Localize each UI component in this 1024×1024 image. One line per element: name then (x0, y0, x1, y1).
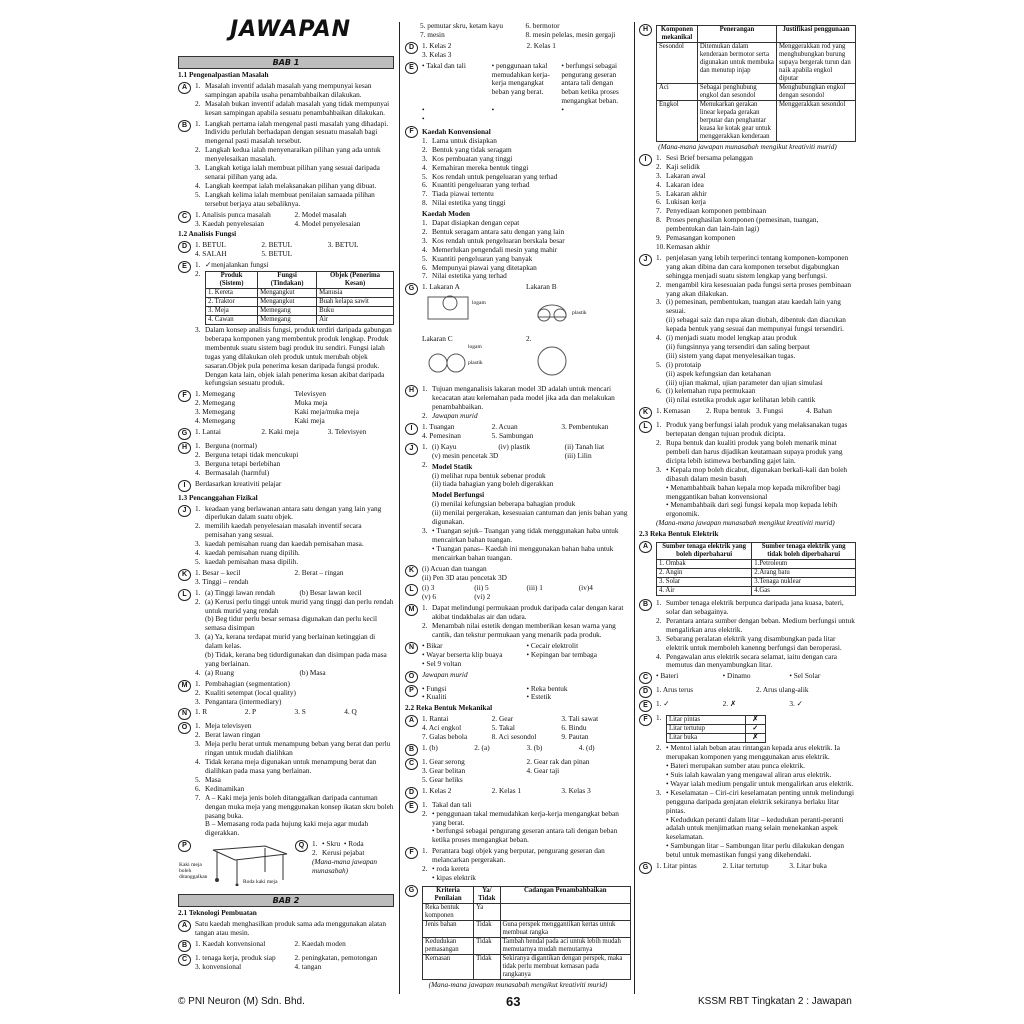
footer-book-title: KSSM RBT Tingkatan 2 : Jawapan (698, 996, 852, 1007)
question-E: E 1. ✓menjalankan fungsi 2. Produk (Sistem) Fungsi (Tindakan) Objek (Penerima Kesan) 1. Kereta Mengangkut Manusia 2. Traktor Mengangkut Buah kelapa sawit 3. Meja Memegang Buku 4. Cawan Memegang Air 3. Dalam konsep analisis fungsi, produk terdiri daripada gabungan beberapa komponen yang membentuk produk lengkap. Produk membentuk suatu sistem bagi produk itu sendiri. Fungsi ialah tugas yang dilakukan oleh produk untuk merubah objek sasaran.Objek pula penerima kesan daripada fungsi produk. Dengan kata lain, objek ialah penerima kesan akibat daripada kefungsian sesuatu produk. (178, 261, 394, 388)
question-F: F 1. Memegang Televisyen 2. Memegang Muka meja 3. Memegang Kaki meja/muka meja 4. Memegang Kaki meja (178, 390, 394, 426)
question-D-elec: D 1. Arus terus 2. Arus ulang-alik (639, 686, 856, 698)
question-G: G 1. Lakaran A Lakaran B logam plastik Lakaran C 2. logam plastik (405, 283, 631, 383)
question-G-elec: G 1. Litar pintas 2. Litar tertutup 3. Litar buka (639, 862, 856, 874)
question-B2: B 1. Kaedah konvensional 2. Kaedah moden (178, 940, 394, 952)
question-D: D 1. Kelas 2 2. Kelas 1 3. Kelas 3 (405, 42, 631, 60)
energy-source-table: Sumber tenaga elektrik yang boleh diperbaharui Sumber tenaga elektrik yang tidak boleh diperbaharui 1. Ombak 1.Petroleum 2. Angin 2.Arang batu 3. Solar 3.Tenaga nuklear 4. Air 4.Gas (656, 542, 856, 596)
question-B-elec: B 1. Sumber tenaga elektrik berpunca daripada jana kuasa, bateri, solar dan sebagainya. 2. Perantara antara sumber dengan beban. Medium berfungsi untuk mengalirkan arus elektrik. 3. Sebarang peralatan elektrik yang disambungkan pada litar elektrik untuk memboleh kanenng berfungsi dan beroperasi. 4. Pengawalan arus elektrik secara selamat, iaitu dengan cara memutus dan menyambungkan litar. (639, 599, 856, 670)
column-1 (178, 17, 394, 972)
column-3: H Komponen mekanikal Penerangan Justifikasi penggunaan Sesondol Ditemukan dalam kenderaan bermotor serta digunakan untuk membuka dan menutup injap Menggerakkan rod yang menghubungkan burung supaya bergerak turun dan naik apabila engkol diputar Aci Sebagai penghubung engkol dan sesondol Menghubungkan engkol dengan sesondol Engkol Menukarkan gerakan linear kepada gerakan berputar dan penghantar kuasa ke kotak gear untuk menggerakkan kenderaan Menggerakkan sesondol (Mana-mana jawapan munasabah mengikut kreativiti murid) I 1. Sesi Brief bersama pelanggan 2. Kaji selidik 3. Lakaran awal 4. Lakaran idea 5. Lakaran akhir 6. Lukisan kerja 7. Penyediaan komponen pembinaan 8. Proses penghasilan komponen (pemesinan, tuangan, pembentukan dan lain-lain lagi) 9. Pemasangan komponen 10. Kemasan akhir J 1. penjelasan yang lebih terperinci tentang komponen-komponen yang akan dibina dan cara komponen tersebut digabungkan sehingga menjadi suatu sistem lengkap yang berfungsi. 2. mengambil kira kesesuaian pada fungsi serta proses pembinaan yang akan dilakukan. 3. (i) pemesinan, pembentukan, tuangan atau kaedah lain yang sesuai. (ii) sebagai saiz dan rupa akan diubah, dibentuk dan diacukan kepada bentuk yang sesuai dan mempunyai fungsi tersendiri. 4. (i) menjadi suatu model lengkap atau produk (ii) fungsinnya yang tersendiri dan saling berpaut (iii) sistem yang dapat menyelesaikan tugas. 5. (i) prototaip (ii) aspek kefungsian dan ketahanan (iii) ujian makmal, ujian parameter dan ujian simulasi 6. (i) kelemahan rupa permukaan (ii) nilai estetika produk agar kelihatan lebih cantik K 1. Kemasan 2. Rupa bentuk 3. Fungsi 4. Bahan L 1. Produk yang berfungsi ialah produk yang melaksanakan tugas bertepatan dengan tujuan produk dicipta. 2. Rupa bentuk dan kualiti produk yang boleh menarik minat pembeli dan harus dijadikan keutamaan supaya produk yang dicipta lebih istimewa berbanding gajet lain. 3. • Kepala mop boleh dicabut, digunakan berkali-kali dan boleh dibasuh dalam mesin basuh • Menambahbaik bahan kepala mop kepada mikrofiber bagi menggantikan bahan konvensional • Menambahbaik dari segi fungsi kepala mop kepada lebih ergonomik. (Mana-mana jawapan munasabah mengikut kreativiti murid) 2.3 Reka Bentuk Elektrik A Sumber tenaga elektrik yang boleh diperbaharui Sumber tenaga elektrik yang tidak boleh diperbaharui 1. Ombak 1.Petroleum 2. Angin 2.Arang batu 3. Solar 3.Tenaga nuklear 4. Air 4.Gas B 1. Sumber tenaga elektrik berpunca daripada jana kuasa, bateri, solar dan sebagainya. 2. Perantara antara sumber dengan beban. Medium berfungsi untuk mengalirkan arus elektrik. 3. Sebarang peralatan elektrik yang disambungkan pada litar elektrik untuk memboleh kanenng berfungsi dan beroperasi. 4. Pengawalan arus elektrik secara selamat, iaitu dengan cara memutus dan menyambungkan litar. C • Bateri • Dinamo • Sel Solar D 1. Arus terus 2. Arus ulang-alik E 1. ✓ 2. ✗ 3. ✓ F 1. Litar pintas ✗ Litar tertutup ✓ Litar buka ✗ 2. • Mentol ialah beban atau rintangan kepada arus elektrik. Ia merupakan komponen yang menggunakan arus elektrik. • Bateri merupakan sumber atau punca elektrik. • Suis ialah kawalan yang mengawal aliran arus elektrik. • Wayar ialah medium pengalir untuk mengalirkan arus elektrik. 3. • Keselamatan – Ciri-ciri keselamatan penting untuk melindungi pengguna daripada genjatan elektrik sekiranya berlaku litar pintas. • Kedudukan peranti dalam litar – kedudukan peranti-peranti adalah untuk menjimatkan ruang selain menekankan aspek keselamatan. • Sambungan litar – Sambungan litar perlu dilakukan dengan betul untuk memastikan fungsi yang dikehendaki. G 1. Litar pintas 2. Litar tertutup 3. Litar buka (639, 22, 856, 874)
question-M: M 1. Pembahagian (segmentation) 2. Kualiti setempat (local quality) 3. Pengantara (intermediary) (178, 680, 394, 707)
question-K: K 1. Besar – kecil 2. Berat – ringan 3. Tinggi – rendah (178, 569, 394, 587)
question-F: F Kaedah Konvensional 1. Lama untuk disiapkan 2. Bentuk yang tidak seragam 3. Kos pembuatan yang tinggi 4. Kemahiran mereka bentuk tinggi 5. Kos rendah untuk pengeluaran yang terhad 6. Kuantiti pengeluaran yang terhad 7. Tiada piawai tertentu 8. Nilai estetika yang tinggi Kaedah Moden 1. Dapat disiapkan dengan cepat 2. Bentuk seragam antara satu dengan yang lain 3. Kos rendah untuk pengeluaran berskala besar 4. Memerlukan pengendali mesin yang mahir 5. Kuantiti pengeluaran yang banyak 6. Mempunyai piawai yang ditetapkan 7. Nilai estetika yang terhad (405, 126, 631, 281)
question-F-mech: F 1. Perantara bagi objek yang berputar, pengurang geseran dan melancarkan pergerakan. 2. • roda kereta • kipas elektrik (405, 847, 631, 883)
footer-publisher: © PNI Neuron (M) Sdn. Bhd. (178, 996, 305, 1007)
column-divider (634, 22, 635, 994)
section-2-1: 2.1 Teknologi Pembuatan (178, 908, 257, 918)
question-B-mech: B 1. (b) 2. (a) 3. (b) 4. (d) (405, 744, 631, 756)
question-J: J 1. (i) Kayu (iv) plastik (ii) Tanah liat (v) mesin pencetak 3D (iii) Lilin 2. Model Statik (i) melihat rupa bentuk sebenar produk (ii) tiada bahagian yang boleh digerakkan Model Berfungsi (i) menilai kefungsian beberapa bahagian produk (ii) menilai pergerakan, kesesuaian cantuman dan jenis bahan yang digunakan. 3. • Tuangan sejuk– Tuangan yang tidak menggunakan haba untuk mencairkan bahan tuangan. • Tuangan panas– Kaedah ini menggunakan bahan haba untuk mencairkan bahan tuangan. (405, 443, 631, 563)
question-E-mech: E 1. Takal dan tali 2. • penggunaan takal memudahkan kerja-kerja mengangkat beban yang berat. • berfungsi sebagai pengurang geseran antara tali dengan beban ketika proses mengangkat beban. (405, 801, 631, 846)
question-J: J 1. keadaan yang berlawanan antara satu dengan yang lain yang diperlukan dalam suatu objek. 2. memilih kaedah penyelesaian masalah inventif secara pemisahan yang sesuai. 3. kaedah pemisahan ruang dan kaedah pemisahan masa. 4. kaedah pemisahan ruang dipilih. 5. kaedah pemisahan masa dipilih. (178, 505, 394, 567)
question-I: I Berdasarkan kreativiti pelajar (178, 480, 394, 492)
question-H: H Komponen mekanikal Penerangan Justifikasi penggunaan Sesondol Ditemukan dalam kenderaan bermotor serta digunakan untuk membuka dan menutup injap Menggerakkan rod yang menghubungkan burung supaya bergerak turun dan naik apabila engkol diputar Aci Sebagai penghubung engkol dan sesondol Menghubungkan engkol dengan sesondol Engkol Menukarkan gerakan linear kepada gerakan berputar dan penghantar kuasa ke kotak gear untuk menggerakkan kenderaan Menggerakkan sesondol (639, 24, 856, 143)
function-table: Produk (Sistem) Fungsi (Tindakan) Objek (Penerima Kesan) 1. Kereta Mengangkut Manusia 2. Traktor Mengangkut Buah kelapa sawit 3. Meja Memegang Buku 4. Cawan Memegang Air (205, 271, 394, 325)
question-O: O 1. Meja televisyen 2. Berat lawan ringan 3. Meja perlu berat untuk menampung beban yang berat dan perlu ringan untuk mudah dialihkan 4. Tidak kerana meja digunakan untuk menampung berat dan dialihkan pada masa yang berlainan. 5. Masa 6. Kedinamikan 7. A – Kaki meja jenis boleh ditanggalkan daripada cantuman dengan muka meja yang menggunakan konsep ikatan skru boleh pasang buka. B – Memasang roda pada hujung kaki meja agar mudah digerakkan. (178, 722, 394, 838)
question-G-mech: G Kriteria Penilaian Ya/ Tidak Cadangan Penambahbaikan Reka bentuk komponen Ya Jenis bahan Tidak Guna perspek menggantikan kertas untuk membuat rangka Kedudukan pemasangan Tidak Tambah hendal pada aci untuk lebih mudah memutarnya mudah memutarnya Kemasan Tidak Sekiranya digantikan dengan perspek, maka tidak perlu membuat kemasan pada rangkanya (405, 885, 631, 981)
question-N: N • Bikar • Cecair elektrolit • Wayar berserta klip buaya • Kepingan bar tembaga • Sel 9 voltan (405, 642, 631, 669)
question-A-elec: A Sumber tenaga elektrik yang boleh diperbaharui Sumber tenaga elektrik yang tidak boleh diperbaharui 1. Ombak 1.Petroleum 2. Angin 2.Arang batu 3. Solar 3.Tenaga nuklear 4. Air 4.Gas (639, 541, 856, 597)
page-number: 63 (506, 994, 521, 1009)
sketch-c-2-icon (426, 345, 626, 381)
evaluation-table: Kriteria Penilaian Ya/ Tidak Cadangan Penambahbaikan Reka bentuk komponen Ya Jenis bahan Tidak Guna perspek menggantikan kertas untuk membuat rangka Kedudukan pemasangan Tidak Tambah hendal pada aci untuk lebih mudah memutarnya mudah memutarnya Kemasan Tidak Sekiranya digantikan dengan perspek, maka tidak perlu membuat kemasan pada rangkanya (422, 886, 631, 980)
column-2: 5. pemutar skru, ketam kayu 6. bermotor 7. mesin 8. mesin pelelas, mesin gergaji D 1. Kelas 2 2. Kelas 1 3. Kelas 3 E • Takal dan tali • penggunaan takal memudahkan kerja-kerja mengangkat beban yang berat. • berfungsi sebagai pengurang geseran antara tali dengan beban ketika proses mengangkat beban. • • • • F Kaedah Konvensional 1. Lama untuk disiapkan 2. Bentuk yang tidak seragam 3. Kos pembuatan yang tinggi 4. Kemahiran mereka bentuk tinggi 5. Kos rendah untuk pengeluaran yang terhad 6. Kuantiti pengeluaran yang terhad 7. Tiada piawai tertentu 8. Nilai estetika yang tinggi Kaedah Moden 1. Dapat disiapkan dengan cepat 2. Bentuk seragam antara satu dengan yang lain 3. Kos rendah untuk pengeluaran berskala besar 4. Memerlukan pengendali mesin yang mahir 5. Kuantiti pengeluaran yang banyak 6. Mempunyai piawai yang ditetapkan 7. Nilai estetika yang terhad G 1. Lakaran A Lakaran B logam plastik Lakaran C 2. logam plastik H 1. Tujuan menganalisis lakaran model 3D adalah untuk mencari kecacatan atau kelemahan pada model jika ada dan melakukan penambahbaikan. 2. Jawapan murid I 1. Tuangan 2. Acuan 3. Pembentukan 4. Pemesinan 5. Sambungan J 1. (i) Kayu (iv) plastik (ii) Tanah liat (v) mesin pencetak 3D (iii) Lilin 2. Model Statik (i) melihat rupa bentuk sebenar produk (ii) tiada bahagian yang boleh digerakkan Model Berfungsi (i) menilai kefungsian beberapa bahagian produk (ii) menilai pergerakan, kesesuaian cantuman dan jenis bahan yang digunakan. 3. • Tuangan sejuk– Tuangan yang tidak menggunakan haba untuk mencairkan bahan tuangan. • Tuangan panas– Kaedah ini menggunakan bahan haba untuk mencairkan bahan tuangan. K (i) Acuan dan tuangan (ii) Pen 3D atau pencetak 3D L (i) 3 (ii) 5 (iii) 1 (iv)4 (v) 6 (vi) 2 M 1. Dapat melindungi permukaan produk daripada calar dengan karat akibat tindakbalas air dan udara. 2. Menambah nilai estetik dengan memberikan kesan warna yang cantik, dan tekstur permukaan yang menarik pada produk. N • Bikar • Cecair elektrolit • Wayar berserta klip buaya • Kepingan bar tembaga • Sel 9 voltan O Jawapan murid P • Fungsi • Reka bentuk • Kualiti • Estetik 2.2 Reka Bentuk Mekanikal A 1. Rantai 2. Gear 3. Tali sawat 4. Aci engkol 5. Takal 6. Bindu 7. Galas bebola 8. Aci sesondol 9. Pautan B 1. (b) 2. (a) 3. (b) 4. (d) C 1. Gear serong 2. Gear rak dan pinan 3. Gear belitan 4. Gear taji 5. Gear heliks D 1. Kelas 2 2. Kelas 1 3. Kelas 3 E 1. Takal dan tali 2. • penggunaan takal memudahkan kerja-kerja mengangkat beban yang berat. • berfungsi sebagai pengurang geseran antara tali dengan beban ketika proses mengangkat beban. F 1. Perantara bagi objek yang berputar, pengurang geseran dan melancarkan pergerakan. 2. • roda kereta • kipas elektrik G Kriteria Penilaian Ya/ Tidak Cadangan Penambahbaikan Reka bentuk komponen Ya Jenis bahan Tidak Guna perspek menggantikan kertas untuk membuat rangka Kedudukan pemasangan Tidak Tambah hendal pada aci untuk lebih mudah memutarnya mudah memutarnya Kemasan Tidak Sekiranya digantikan dengan perspek, maka tidak perlu membuat kemasan pada rangkanya (Mana-mana jawapan munasabah mengikut kreativiti murid) (405, 22, 631, 990)
question-A-mech: A 1. Rantai 2. Gear 3. Tali sawat 4. Aci engkol 5. Takal 6. Bindu 7. Galas bebola 8. Aci sesondol 9. Pautan (405, 715, 631, 742)
column-divider (399, 22, 400, 994)
question-M: M 1. Dapat melindungi permukaan produk daripada calar dengan karat akibat tindakbalas air dan udara. 2. Menambah nilai estetik dengan memberikan kesan warna yang cantik, dan tekstur permukaan yang menarik pada produk. (405, 604, 631, 640)
question-P: P • Fungsi • Reka bentuk • Kualiti • Estetik (405, 685, 631, 703)
question-C2: C 1. tenaga kerja, produk siap 2. peningkatan, pemotongan 3. konvensional 4. tangan (178, 954, 394, 972)
section-2-2: 2.2 Reka Bentuk Mekanikal (405, 703, 493, 713)
question-J: J 1. penjelasan yang lebih terperinci tentang komponen-komponen yang akan dibina dan cara komponen tersebut digabungkan sehingga menjadi suatu sistem lengkap yang berfungsi. 2. mengambil kira kesesuaian pada fungsi serta proses pembinaan yang akan dilakukan. 3. (i) pemesinan, pembentukan, tuangan atau kaedah lain yang sesuai. (ii) sebagai saiz dan rupa akan diubah, dibentuk dan diacukan kepada bentuk yang sesuai dan mempunyai fungsi tersendiri. 4. (i) menjadi suatu model lengkap atau produk (ii) fungsinnya yang tersendiri dan saling berpaut (iii) sistem yang dapat menyelesaikan tugas. 5. (i) prototaip (ii) aspek kefungsian dan ketahanan (iii) ujian makmal, ujian parameter dan ujian simulasi 6. (i) kelemahan rupa permukaan (ii) nilai estetika produk agar kelihatan lebih cantik (639, 254, 856, 405)
question-I: I 1. Sesi Brief bersama pelanggan 2. Kaji selidik 3. Lakaran awal 4. Lakaran idea 5. Lakaran akhir 6. Lukisan kerja 7. Penyediaan komponen pembinaan 8. Proses penghasilan komponen (pemesinan, tuangan, pembentukan dan lain-lain lagi) 9. Pemasangan komponen 10. Kemasan akhir (639, 154, 856, 252)
question-L: L 1. Produk yang berfungsi ialah produk yang melaksanakan tugas bertepatan dengan tujuan produk dicipta. 2. Rupa bentuk dan kualiti produk yang boleh menarik minat pembeli dan harus dijadikan keutamaan supaya produk yang dicipta lebih istimewa berbanding gajet lain. 3. • Kepala mop boleh dicabut, digunakan berkali-kali dan boleh dibasuh dalam mesin basuh • Menambahbaik bahan kepala mop kepada mikrofiber bagi menggantikan bahan konvensional • Menambahbaik dari segi fungsi kepala mop kepada lebih ergonomik. (Mana-mana jawapan munasabah mengikut kreativiti murid) (639, 421, 856, 528)
question-E: E • Takal dan tali • penggunaan takal memudahkan kerja-kerja mengangkat beban yang berat. • berfungsi sebagai pengurang geseran antara tali dengan beban ketika proses mengangkat beban. • • • • (405, 62, 631, 124)
question-F-elec: F 1. Litar pintas ✗ Litar tertutup ✓ Litar buka ✗ 2. • Mentol ialah beban atau rintangan kepada arus elektrik. Ia merupakan komponen yang menggunakan arus elektrik. • Bateri merupakan sumber atau punca elektrik. • Suis ialah kawalan yang mengawal aliran arus elektrik. • Wayar ialah medium pengalir untuk mengalirkan arus elektrik. 3. • Keselamatan – Ciri-ciri keselamatan penting untuk melindungi pengguna daripada genjatan elektrik sekiranya berlaku litar pintas. • Kedudukan peranti dalam litar – kedudukan peranti-peranti adalah untuk menjimatkan ruang selain menekankan aspek keselamatan. • Sambungan litar – Sambungan litar perlu dilakukan dengan betul untuk memastikan fungsi yang dikehendaki. (639, 714, 856, 860)
section-1-2: 1.2 Analisis Fungsi (178, 229, 237, 239)
question-L: L 1. (a) Tinggi lawan rendah (b) Besar lawan kecil 2. (a) Kerusi perlu tinggi untuk murid yang tinggi dan perlu rendah untuk murid yang rendah (b) Beg tidur perlu besar semasa digunakan dan perlu kecil semasa disimpan 3. (a) Ya, kerana terdapat murid yang berlainan ketinggian di dalam kelas. (b) Tidak, kerana beg tidurdigunakan dan disimpan pada masa yang berlainan. 4. (a) Ruang (b) Masa (178, 589, 394, 678)
question-O: O Jawapan murid (405, 671, 631, 683)
letter-badge: B (178, 120, 191, 132)
question-B: B 1. Langkah pertama ialah mengenal pasti masalah yang dihadapi. Individu perlulah berhadapan dengan sesuatu masalah bagi mengenal pasti masalah tersebut. 2. Langkah kedua ialah menyenaraikan pilihan yang ada untuk menyelesaikan masalah. 3. Langkah ketiga ialah membuat pilihan yang sesuai daripada senarai pilihan yang ada. 4. Langkah keempat ialah melaksanakan pilihan yang dibuat. 5. Langkah kelima ialah membuat penilaian samaada pilihan tersebut berjaya atau sebaliknya. (178, 120, 394, 209)
question-C: C 1. Analisis punca masalah 2. Model masalah 3. Kaedah penyelesaian 4. Model penyelesaian (178, 211, 394, 229)
mechanical-components-table: Komponen mekanikal Penerangan Justifikasi penggunaan Sesondol Ditemukan dalam kenderaan bermotor serta digunakan untuk membuka dan menutup injap Menggerakkan rod yang menghubungkan burung supaya bergerak turun dan naik apabila engkol diputar Aci Sebagai penghubung engkol dan sesondol Menghubungkan engkol dengan sesondol Engkol Menukarkan gerakan linear kepada gerakan berputar dan penghantar kuasa ke kotak gear untuk menggerakkan kenderaan Menggerakkan sesondol (656, 25, 856, 142)
circuit-table: Litar pintas ✗ Litar tertutup ✓ Litar buka ✗ (666, 715, 766, 743)
bab-1-bar: BAB 1 (178, 56, 394, 69)
table-sketch: Kaki meja boleh ditanggalkan Roda kaki meja (195, 840, 295, 892)
question-G: G 1. Lantai 2. Kaki meja 3. Televisyen (178, 428, 394, 440)
question-N: N 1. R 2. P 3. S 4. Q (178, 708, 394, 720)
section-2-3: 2.3 Reka Bentuk Elektrik (639, 529, 719, 539)
section-1-3: 1.3 Pencanggahan Fizikal (178, 492, 258, 502)
question-A2: A Satu kaedah menghasilkan produk sama ada menggunakan alatan tangan atau mesin. (178, 920, 394, 938)
question-E-elec: E 1. ✓ 2. ✗ 3. ✓ (639, 700, 856, 712)
question-D: D 1. BETUL 2. BETUL 3. BETUL 4. SALAH 5. BETUL (178, 241, 394, 259)
letter-badge: A (178, 82, 191, 94)
sketch-a-b-icon (426, 293, 626, 333)
page-title: JAWAPAN (230, 17, 352, 42)
question-P-Q: P Kaki meja boleh ditanggalkan Roda kaki meja Q 1. • Skru • Roda 2. Kerusi pejabat (Mana-mana jawapan munasabah) (178, 840, 394, 892)
question-K: K 1. Kemasan 2. Rupa bentuk 3. Fungsi 4. Bahan (639, 407, 856, 419)
bab-2-bar: BAB 2 (178, 894, 394, 907)
question-H: H 1. Berguna (normal) 2. Berguna tetapi tidak mencukupi 3. Berguna tetapi berlebihan 4. Bermasalah (harmful) (178, 442, 394, 478)
question-K: K (i) Acuan dan tuangan (ii) Pen 3D atau pencetak 3D (405, 565, 631, 583)
question-C-elec: C • Bateri • Dinamo • Sel Solar (639, 672, 856, 684)
question-C-mech: C 1. Gear serong 2. Gear rak dan pinan 3. Gear belitan 4. Gear taji 5. Gear heliks (405, 758, 631, 785)
question-L: L (i) 3 (ii) 5 (iii) 1 (iv)4 (v) 6 (vi) 2 (405, 584, 631, 602)
section-1-1: 1.1 Pengenalpastian Masalah (178, 70, 269, 79)
question-D-mech: D 1. Kelas 2 2. Kelas 1 3. Kelas 3 (405, 787, 631, 799)
question-I: I 1. Tuangan 2. Acuan 3. Pembentukan 4. Pemesinan 5. Sambungan (405, 423, 631, 441)
question-A: A 1. Masalah inventif adalah masalah yang mempunyai kesan sampingan apabila usaha penambahbaikan dilakukan. 2. Masalah bukan inventif adalah masalah yang tidak mempunyai kesan sampingan apabila sesuatu penambahbaikan dilakukan. (178, 82, 394, 118)
question-H: H 1. Tujuan menganalisis lakaran model 3D adalah untuk mencari kecacatan atau kelemahan pada model jika ada dan melakukan penambahbaikan. 2. Jawapan murid (405, 385, 631, 421)
